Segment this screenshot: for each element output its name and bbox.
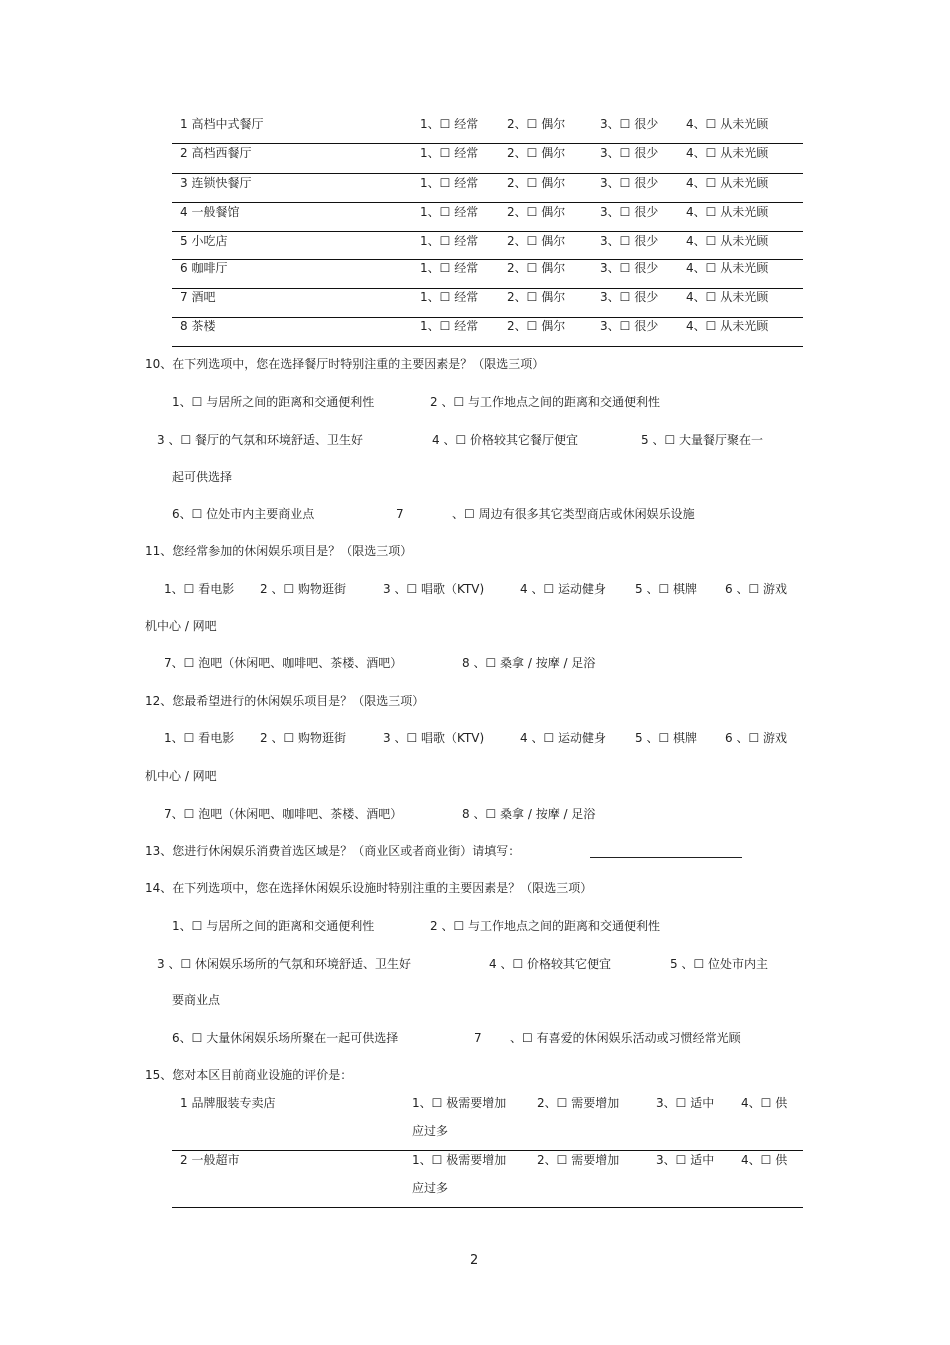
- table-row: [0, 176, 950, 190]
- row-divider: [172, 231, 803, 232]
- row-divider: [172, 173, 803, 174]
- option-rarely[interactable]: 3、☐ 很少: [600, 261, 659, 275]
- option-checkbox[interactable]: 2 、☐ 与工作地点之间的距离和交通便利性: [430, 395, 661, 409]
- fill-in-blank[interactable]: [590, 857, 742, 858]
- table-bottom-rule: [172, 346, 803, 347]
- option-number: 7: [396, 507, 404, 521]
- option-often[interactable]: 1、☐ 经常: [420, 117, 479, 131]
- option-checkbox[interactable]: 4、☐ 供: [741, 1153, 788, 1167]
- option-continuation: 机中心 / 网吧: [145, 619, 217, 633]
- option-often[interactable]: 1、☐ 经常: [420, 319, 479, 333]
- option-checkbox[interactable]: 3 、☐ 休闲娱乐场所的气氛和环境舒适、卫生好: [157, 957, 412, 971]
- option-continuation: 机中心 / 网吧: [145, 769, 217, 783]
- option-checkbox[interactable]: 2 、☐ 购物逛街: [260, 582, 347, 596]
- option-checkbox[interactable]: 1、☐ 看电影: [164, 582, 235, 596]
- option-rarely[interactable]: 3、☐ 很少: [600, 205, 659, 219]
- row-label: 1 高档中式餐厅: [180, 117, 264, 131]
- option-never[interactable]: 4、☐ 从未光顾: [686, 319, 769, 333]
- option-sometimes[interactable]: 2、☐ 偶尔: [507, 261, 566, 275]
- option-checkbox[interactable]: 4 、☐ 价格较其它餐厅便宜: [432, 433, 579, 447]
- row-label: 7 酒吧: [180, 290, 216, 304]
- option-continuation: 起可供选择: [172, 470, 233, 484]
- row-label: 4 一般餐馆: [180, 205, 240, 219]
- option-checkbox[interactable]: 1、☐ 与居所之间的距离和交通便利性: [172, 395, 375, 409]
- row-label: 2 高档西餐厅: [180, 146, 252, 160]
- option-never[interactable]: 4、☐ 从未光顾: [686, 290, 769, 304]
- option-rarely[interactable]: 3、☐ 很少: [600, 146, 659, 160]
- row-divider: [172, 202, 803, 203]
- option-rarely[interactable]: 3、☐ 很少: [600, 319, 659, 333]
- option-checkbox[interactable]: 3、☐ 适中: [656, 1096, 715, 1110]
- option-checkbox[interactable]: 4 、☐ 运动健身: [520, 731, 607, 745]
- option-checkbox[interactable]: 3 、☐ 餐厅的气氛和环境舒适、卫生好: [157, 433, 364, 447]
- table-row: [0, 205, 950, 219]
- row-divider: [172, 143, 803, 144]
- option-checkbox[interactable]: 2 、☐ 与工作地点之间的距离和交通便利性: [430, 919, 661, 933]
- option-checkbox[interactable]: 1、☐ 极需要增加: [412, 1096, 507, 1110]
- row-label: 6 咖啡厅: [180, 261, 228, 275]
- row-divider: [172, 288, 803, 289]
- table-row: [0, 319, 950, 333]
- table-row: [0, 290, 950, 304]
- question-text: 13、您进行休闲娱乐消费首选区域是？（商业区或者商业街）请填写：: [145, 844, 521, 858]
- option-sometimes[interactable]: 2、☐ 偶尔: [507, 205, 566, 219]
- option-checkbox[interactable]: 3 、☐ 唱歌（KTV): [383, 582, 485, 596]
- option-checkbox[interactable]: 2、☐ 需要增加: [537, 1153, 620, 1167]
- option-checkbox[interactable]: 5 、☐ 大量餐厅聚在一: [641, 433, 764, 447]
- option-checkbox[interactable]: 2、☐ 需要增加: [537, 1096, 620, 1110]
- option-sometimes[interactable]: 2、☐ 偶尔: [507, 117, 566, 131]
- option-never[interactable]: 4、☐ 从未光顾: [686, 205, 769, 219]
- option-checkbox[interactable]: 5 、☐ 位处市内主: [670, 957, 769, 971]
- option-sometimes[interactable]: 2、☐ 偶尔: [507, 176, 566, 190]
- option-never[interactable]: 4、☐ 从未光顾: [686, 261, 769, 275]
- option-continuation: 应过多: [412, 1181, 449, 1195]
- option-often[interactable]: 1、☐ 经常: [420, 176, 479, 190]
- option-checkbox[interactable]: 3 、☐ 唱歌（KTV): [383, 731, 485, 745]
- row-label: 2 一般超市: [180, 1153, 240, 1167]
- option-checkbox[interactable]: 1、☐ 看电影: [164, 731, 235, 745]
- option-rarely[interactable]: 3、☐ 很少: [600, 290, 659, 304]
- option-checkbox[interactable]: 4 、☐ 价格较其它便宜: [489, 957, 612, 971]
- option-checkbox[interactable]: 6、☐ 位处市内主要商业点: [172, 507, 315, 521]
- row-divider: [172, 1150, 803, 1151]
- question-text: 12、您最希望进行的休闲娱乐项目是？（限选三项）: [145, 694, 425, 708]
- row-label: 5 小吃店: [180, 234, 228, 248]
- option-checkbox[interactable]: 3、☐ 适中: [656, 1153, 715, 1167]
- table-row: [0, 261, 950, 275]
- row-label: 1 品牌服装专卖店: [180, 1096, 276, 1110]
- question-text: 11、您经常参加的休闲娱乐项目是？（限选三项）: [145, 544, 413, 558]
- table-bottom-rule: [172, 1207, 803, 1208]
- table-row: [0, 146, 950, 160]
- table-row: [0, 234, 950, 248]
- option-never[interactable]: 4、☐ 从未光顾: [686, 234, 769, 248]
- option-checkbox[interactable]: 6、☐ 大量休闲娱乐场所聚在一起可供选择: [172, 1031, 399, 1045]
- option-checkbox[interactable]: 1、☐ 与居所之间的距离和交通便利性: [172, 919, 375, 933]
- option-sometimes[interactable]: 2、☐ 偶尔: [507, 319, 566, 333]
- option-often[interactable]: 1、☐ 经常: [420, 146, 479, 160]
- option-continuation: 要商业点: [172, 993, 221, 1007]
- option-never[interactable]: 4、☐ 从未光顾: [686, 146, 769, 160]
- row-divider: [172, 317, 803, 318]
- page-number: 2: [470, 1253, 479, 1268]
- table-row: [0, 117, 950, 131]
- option-checkbox[interactable]: 、☐ 有喜爱的休闲娱乐活动或习惯经常光顾: [510, 1031, 741, 1045]
- question-text: 14、在下列选项中，您在选择休闲娱乐设施时特别注重的主要因素是？（限选三项）: [145, 881, 593, 895]
- option-checkbox[interactable]: 5 、☐ 棋牌: [635, 731, 698, 745]
- option-often[interactable]: 1、☐ 经常: [420, 290, 479, 304]
- option-checkbox[interactable]: 7、☐ 泡吧（休闲吧、咖啡吧、茶楼、酒吧）: [164, 656, 403, 670]
- row-label: 3 连锁快餐厅: [180, 176, 252, 190]
- option-checkbox[interactable]: 、☐ 周边有很多其它类型商店或休闲娱乐设施: [452, 507, 695, 521]
- option-sometimes[interactable]: 2、☐ 偶尔: [507, 146, 566, 160]
- option-never[interactable]: 4、☐ 从未光顾: [686, 176, 769, 190]
- option-checkbox[interactable]: 6 、☐ 游戏: [725, 582, 788, 596]
- question-text: 15、您对本区目前商业设施的评价是：: [145, 1068, 353, 1082]
- option-sometimes[interactable]: 2、☐ 偶尔: [507, 234, 566, 248]
- option-rarely[interactable]: 3、☐ 很少: [600, 117, 659, 131]
- option-checkbox[interactable]: 4 、☐ 运动健身: [520, 582, 607, 596]
- option-rarely[interactable]: 3、☐ 很少: [600, 234, 659, 248]
- option-checkbox[interactable]: 5 、☐ 棋牌: [635, 582, 698, 596]
- option-checkbox[interactable]: 7、☐ 泡吧（休闲吧、咖啡吧、茶楼、酒吧）: [164, 807, 403, 821]
- option-continuation: 应过多: [412, 1124, 449, 1138]
- question-text: 10、在下列选项中，您在选择餐厅时特别注重的主要因素是？（限选三项）: [145, 357, 545, 371]
- row-label: 8 茶楼: [180, 319, 216, 333]
- option-often[interactable]: 1、☐ 经常: [420, 205, 479, 219]
- option-often[interactable]: 1、☐ 经常: [420, 261, 479, 275]
- option-checkbox[interactable]: 8 、☐ 桑拿 / 按摩 / 足浴: [462, 656, 596, 670]
- option-checkbox[interactable]: 4、☐ 供: [741, 1096, 788, 1110]
- option-checkbox[interactable]: 1、☐ 极需要增加: [412, 1153, 507, 1167]
- option-checkbox[interactable]: 2 、☐ 购物逛街: [260, 731, 347, 745]
- option-often[interactable]: 1、☐ 经常: [420, 234, 479, 248]
- option-number: 7: [474, 1031, 482, 1045]
- option-sometimes[interactable]: 2、☐ 偶尔: [507, 290, 566, 304]
- option-checkbox[interactable]: 6 、☐ 游戏: [725, 731, 788, 745]
- row-divider: [172, 259, 803, 260]
- option-rarely[interactable]: 3、☐ 很少: [600, 176, 659, 190]
- option-checkbox[interactable]: 8 、☐ 桑拿 / 按摩 / 足浴: [462, 807, 596, 821]
- option-never[interactable]: 4、☐ 从未光顾: [686, 117, 769, 131]
